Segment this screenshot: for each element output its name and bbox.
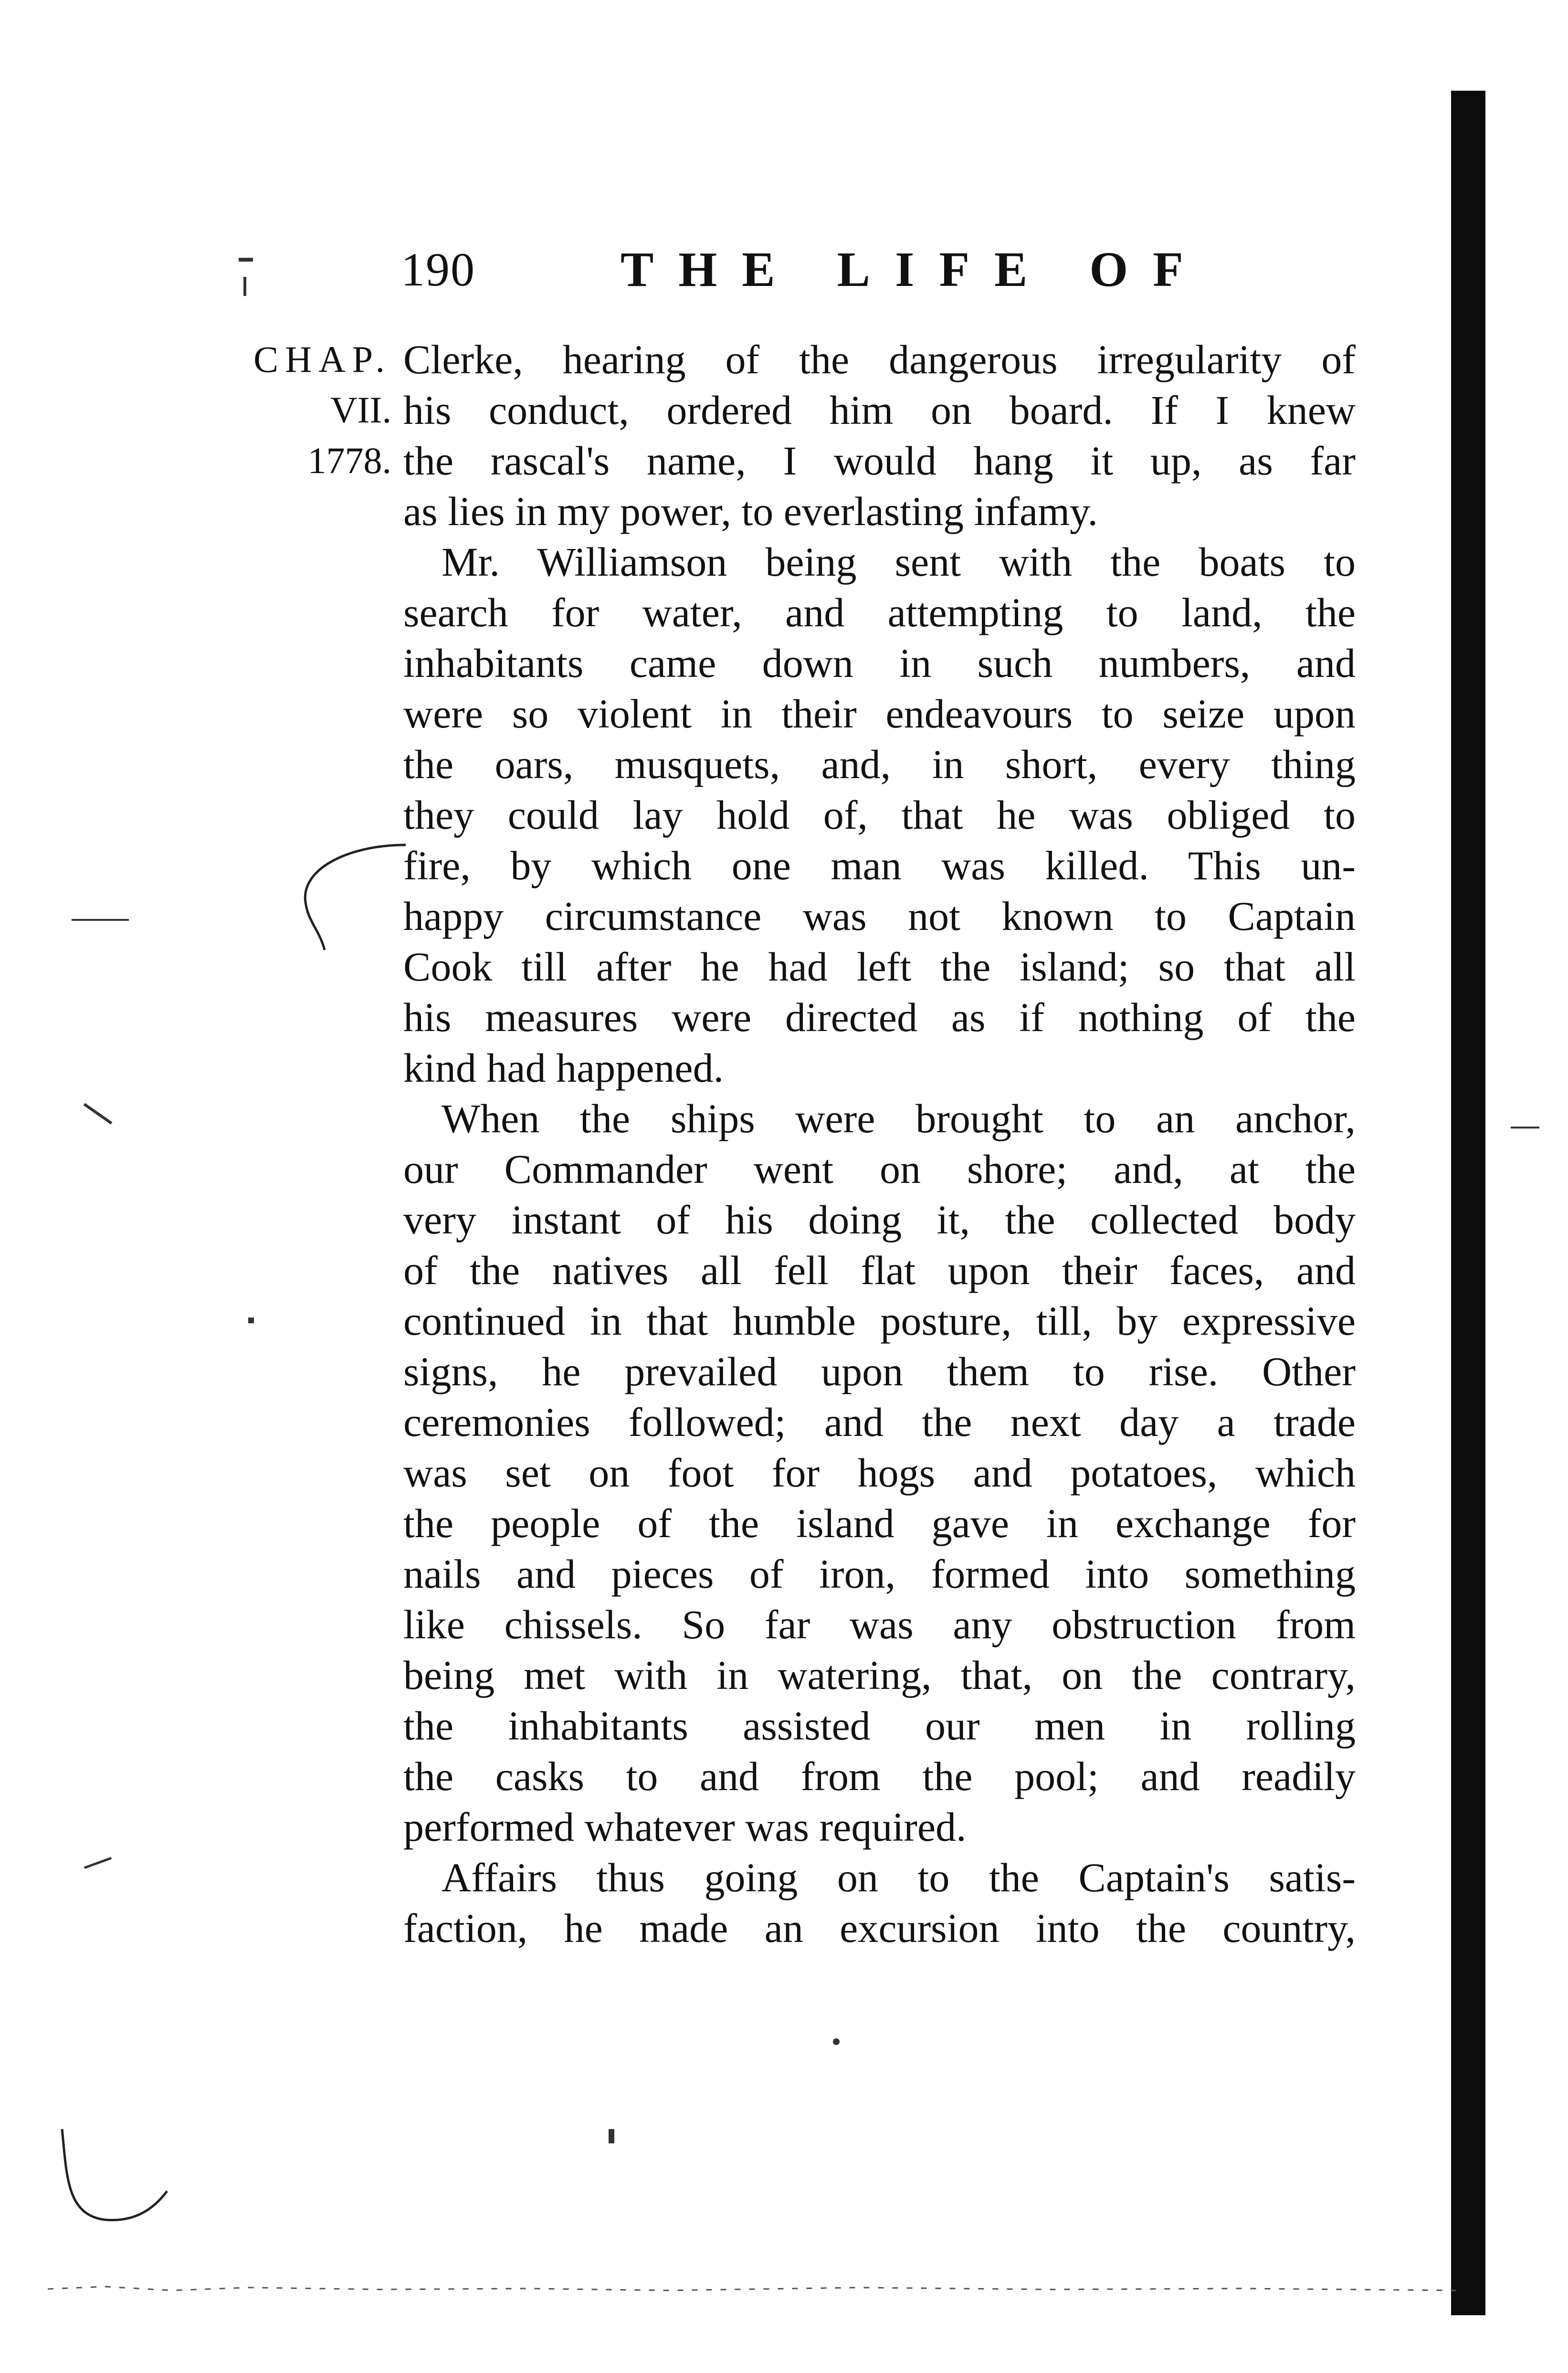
running-title: THE LIFE OF (621, 242, 1208, 297)
text-line: they could lay hold of, that he was obliged to (403, 792, 1356, 838)
text-line: happy circumstance was not known to Captain (403, 893, 1356, 939)
text-line: were so violent in their endeavours to seize upon (403, 691, 1356, 737)
text-line: of the natives all fell flat upon their faces, and (403, 1247, 1356, 1293)
binding-edge (1451, 91, 1485, 2315)
text-line: like chissels. So far was any obstruction from (403, 1602, 1356, 1647)
text-line: ceremonies followed; and the next day a trade (403, 1399, 1356, 1445)
text-line: the people of the island gave in exchange for (403, 1500, 1356, 1546)
text-line: When the ships were brought to an anchor, (442, 1096, 1356, 1141)
text-line: inhabitants came down in such numbers, and (403, 640, 1356, 686)
text-line: Mr. Williamson being sent with the boats to (442, 539, 1356, 585)
text-line: as lies in my power, to everlasting infamy. (403, 488, 1098, 534)
text-line: Cook till after he had left the island; so that all (403, 944, 1356, 990)
page-number: 190 (401, 243, 475, 296)
text-line: the casks to and from the pool; and readily (403, 1753, 1356, 1799)
text-line: very instant of his doing it, the collected body (403, 1197, 1356, 1243)
text-line: search for water, and attempting to land, the (403, 590, 1356, 635)
text-line: our Commander went on shore; and, at the (403, 1146, 1356, 1192)
scan-noise (48, 2282, 1456, 2296)
text-line: Affairs thus going on to the Captain's satis- (442, 1855, 1356, 1900)
margin-notes (210, 334, 391, 486)
text-line: Clerke, hearing of the dangerous irregularity of (403, 337, 1356, 382)
scan-speck (84, 1857, 112, 1869)
scan-speck (72, 919, 129, 921)
text-line: nails and pieces of iron, formed into something (403, 1551, 1356, 1597)
text-line: was set on foot for hogs and potatoes, which (403, 1450, 1356, 1496)
pen-mark (291, 840, 415, 964)
margin-chap-label: CHAP. (253, 338, 391, 380)
text-line: his conduct, ordered him on board. If I knew (403, 387, 1356, 433)
text-line: the inhabitants assisted our men in rolling (403, 1703, 1356, 1749)
scan-speck (1511, 1127, 1539, 1128)
pen-mark (48, 2120, 172, 2244)
text-line: his measures were directed as if nothing of the (403, 994, 1356, 1040)
text-line: faction, he made an excursion into the country, (403, 1905, 1356, 1951)
scan-speck (239, 258, 253, 262)
margin-chapter-number: VII. (330, 389, 391, 431)
text-line: the oars, musquets, and, in short, every thing (403, 741, 1356, 787)
text-line: kind had happened. (403, 1045, 724, 1091)
running-head (220, 229, 1413, 310)
body-text (403, 334, 1356, 1953)
text-line: fire, by which one man was killed. This un- (403, 843, 1356, 888)
text-line: the rascal's name, I would hang it up, as far (403, 438, 1356, 484)
scan-speck (243, 277, 246, 296)
text-line: continued in that humble posture, till, by expressive (403, 1298, 1356, 1344)
scan-speck (833, 2038, 840, 2045)
scan-speck (609, 2129, 614, 2143)
scan-speck (248, 1318, 254, 1323)
scan-speck (84, 1103, 113, 1124)
margin-year: 1778. (307, 440, 391, 481)
text-line: performed whatever was required. (403, 1804, 967, 1850)
text-line: signs, he prevailed upon them to rise. Other (403, 1349, 1356, 1394)
text-line: being met with in watering, that, on the contrary, (403, 1652, 1356, 1698)
